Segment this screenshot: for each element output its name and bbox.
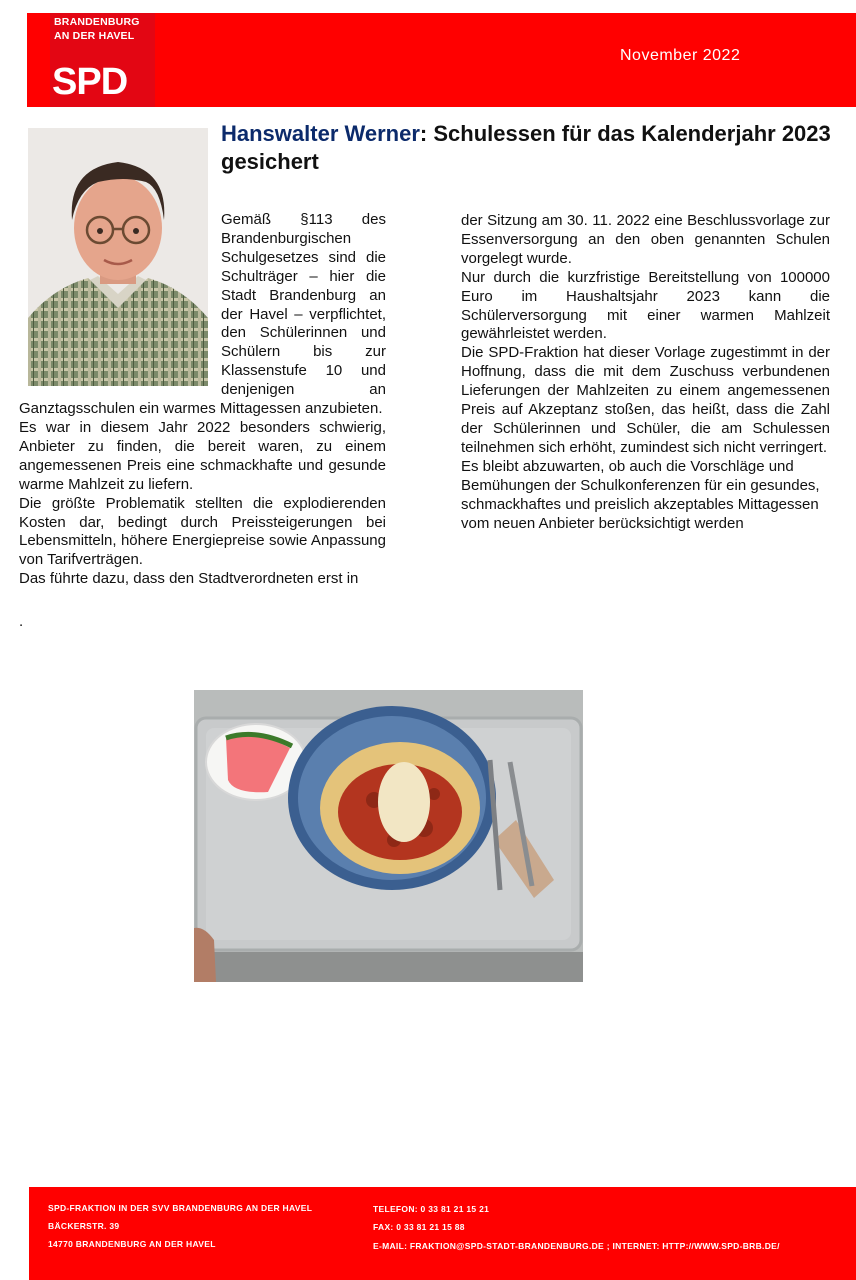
paragraph: Es bleibt abzuwarten, ob auch die Vorschläge und Bemühungen der Schulkonferenzen für ein gesundes, schmackhaftes und preislich akzeptables Mittagessen vom neuen Anbieter berücksichtigt werden bbox=[461, 457, 820, 532]
stray-dot: . bbox=[19, 613, 24, 630]
paragraph: Nur durch die kurzfristige Bereitstellung von 100000 Euro im Haushaltsjahr 2023 kann die Schülerversorgung mit einer warmen Mahlzeit gewährleistet werden. bbox=[461, 268, 830, 343]
article-headline bbox=[221, 120, 846, 176]
article-column-right bbox=[461, 212, 830, 533]
logo-wordmark: SPD bbox=[52, 61, 128, 103]
logo-line-1: BRANDENBURG bbox=[54, 16, 140, 28]
paragraph: der Sitzung am 30. 11. 2022 eine Beschlussvorlage zur Essenversorgung an den oben genannten Schulen vorgelegt wurde. bbox=[461, 212, 830, 267]
footer-organization: SPD-FRAKTION IN DER SVV BRANDENBURG AN DER HAVEL bbox=[48, 1203, 313, 1213]
school-meal-photo bbox=[194, 690, 583, 982]
footer-phone: TELEFON: 0 33 81 21 15 21 bbox=[373, 1204, 490, 1214]
page-footer bbox=[29, 1187, 856, 1280]
footer-fax: FAX: 0 33 81 21 15 88 bbox=[373, 1222, 465, 1232]
paragraph: Gemäß §113 des Brandenburgischen Schulgesetzes sind die Schulträger – hier die Stadt Brandenburg an der Havel – verpflichtet, den Schülerinnen und Schülern bis zur Klassenstufe 10 und denjenigen an Ganztagsschulen ein warmes Mittagessen anzubieten. bbox=[19, 211, 386, 418]
portrait-wrap-space bbox=[19, 211, 221, 400]
spd-logo bbox=[50, 13, 155, 107]
logo-line-2: AN DER HAVEL bbox=[54, 30, 135, 42]
paragraph: Das führte dazu, dass den Stadtverordneten erst in bbox=[19, 570, 359, 588]
footer-street: BÄCKERSTR. 39 bbox=[48, 1221, 120, 1231]
footer-city: 14770 BRANDENBURG AN DER HAVEL bbox=[48, 1239, 216, 1249]
page-header bbox=[27, 13, 856, 107]
article-column-left bbox=[19, 211, 386, 589]
paragraph: Die größte Problematik stellten die explodierenden Kosten dar, bedingt durch Preissteigerungen bei Lebensmitteln, höhere Energiepreise sowie Anpassung von Tarifverträgen. bbox=[19, 494, 386, 569]
paragraph: Die SPD-Fraktion hat dieser Vorlage zugestimmt in der Hoffnung, dass die mit dem Zuschuss verbundenen Lieferungen der Mahlzeiten zu einem angemessenen Preis auf Akzeptanz stoßen, das heißt, dass die Zahl der Schülerinnen und Schüler, die am Schulessen teilnehmen sich erhöht, zumindest sich nicht verringert. bbox=[461, 344, 830, 456]
headline-text: Schulessen für das Kalenderjahr 2023 gesichert bbox=[221, 121, 831, 174]
issue-date: November 2022 bbox=[620, 47, 741, 64]
headline-separator: : bbox=[419, 121, 434, 146]
paragraph: Es war in diesem Jahr 2022 besonders schwierig, Anbieter zu finden, die bereit waren, zu einem angemessenen Preis eine schmackhafte und gesunde warme Mahlzeit zu liefern. bbox=[19, 418, 386, 493]
footer-email-web: E-MAIL: FRAKTION@SPD-STADT-BRANDENBURG.DE ; INTERNET: HTTP://WWW.SPD-BRB.DE/ bbox=[373, 1241, 780, 1251]
author-name: Hanswalter Werner bbox=[221, 121, 420, 146]
